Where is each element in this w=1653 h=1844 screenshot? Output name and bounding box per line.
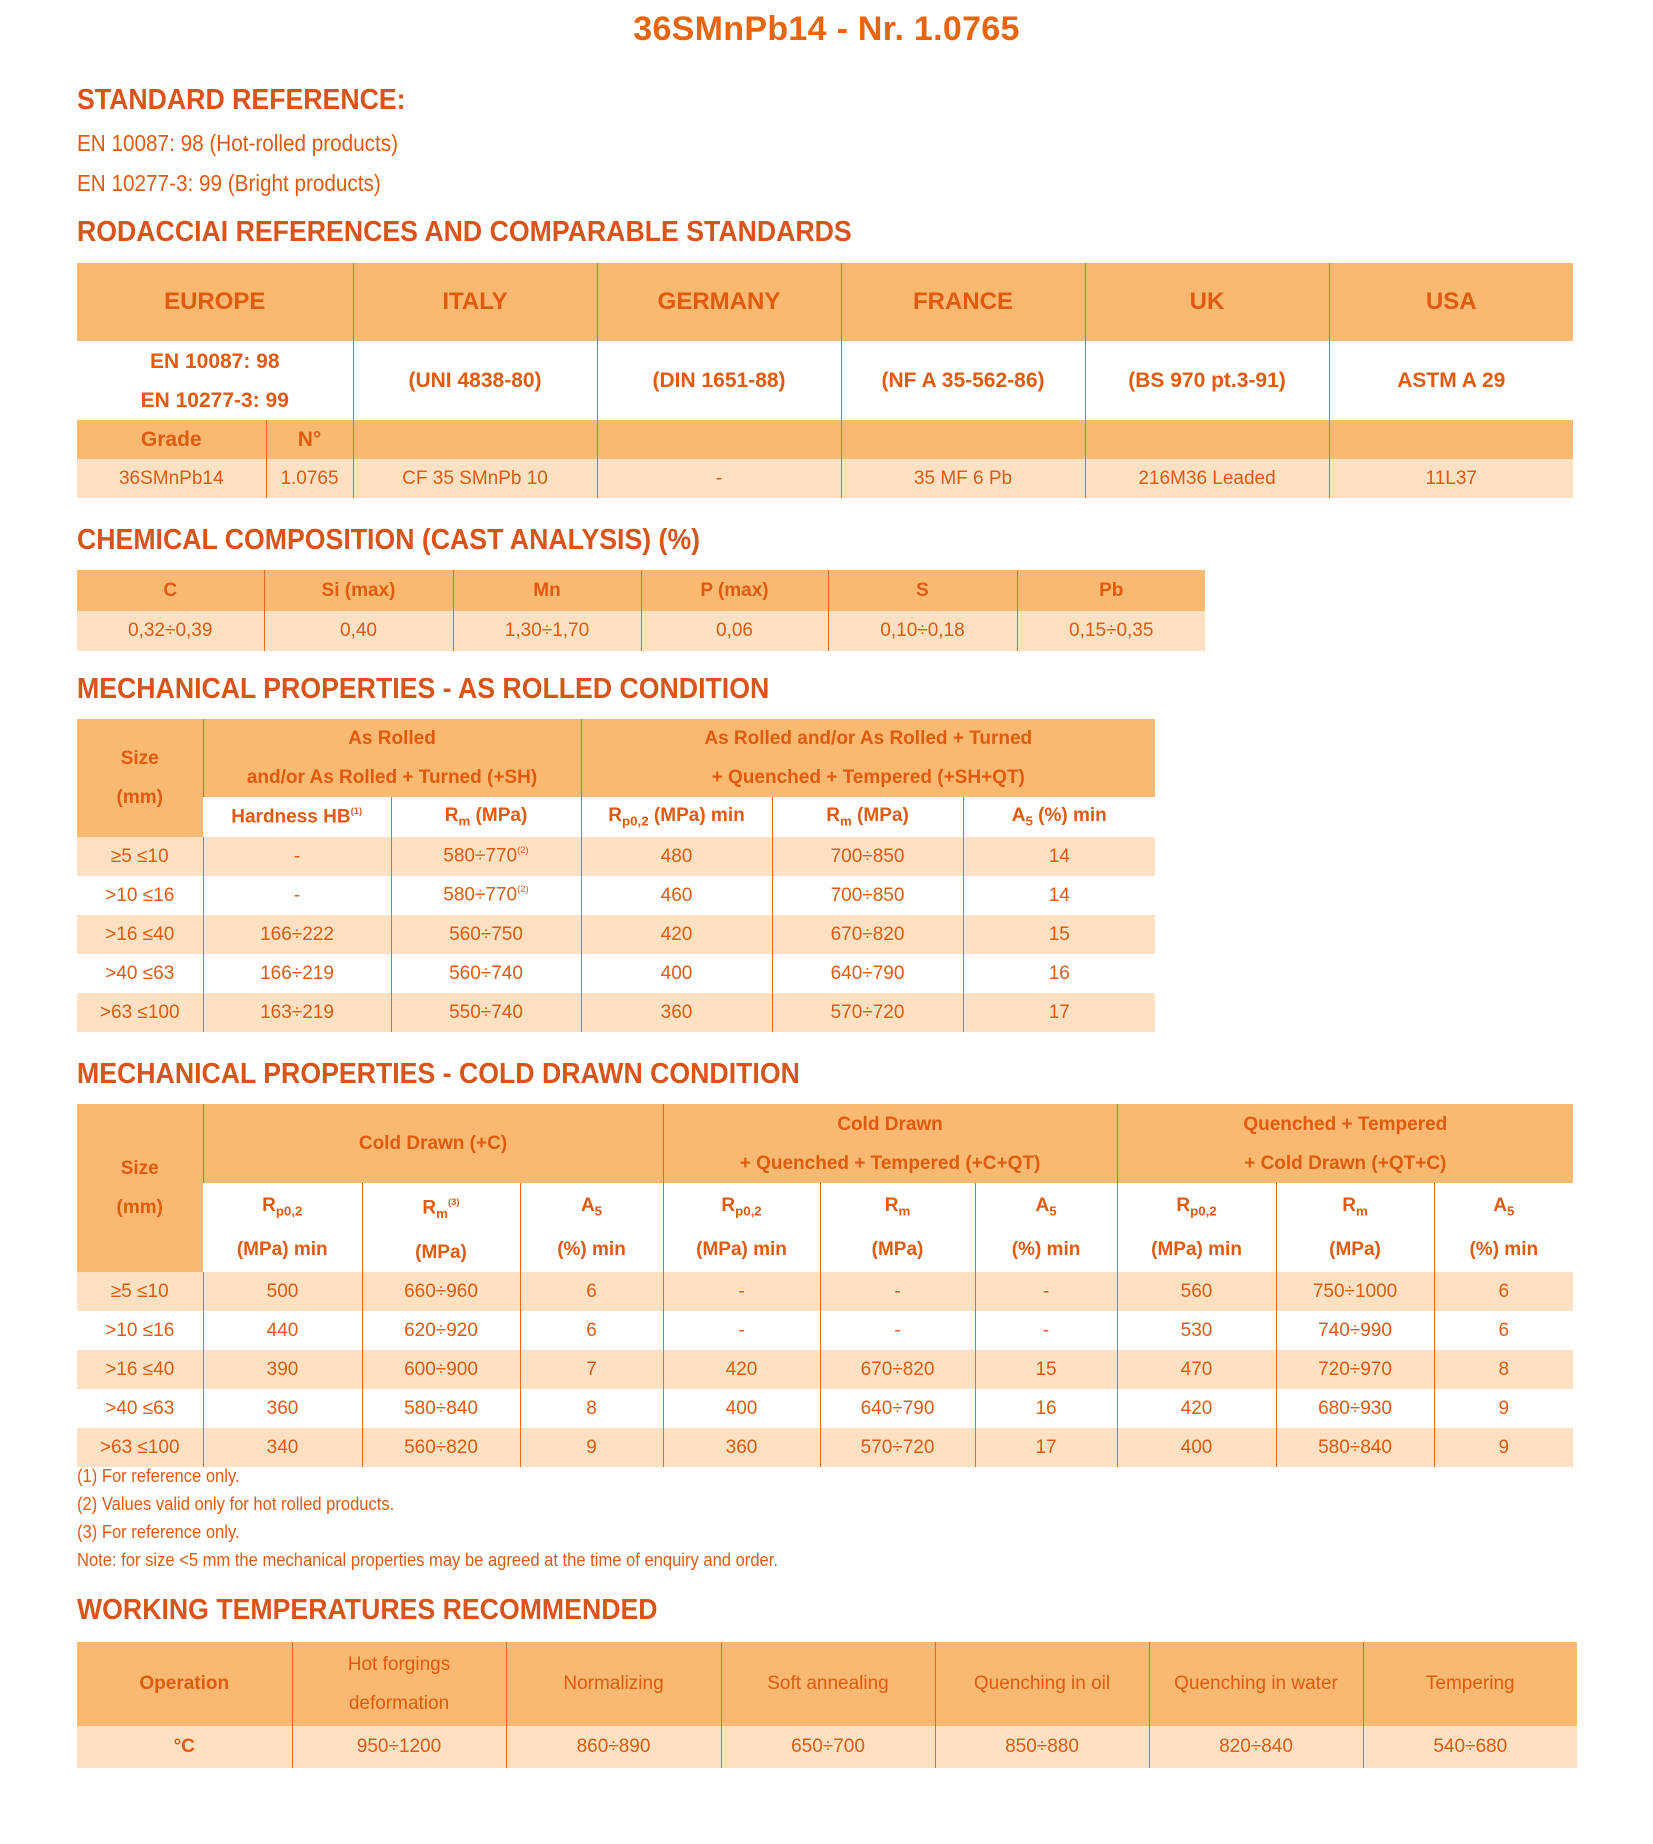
element-pb: Pb: [1017, 570, 1205, 611]
label: (MPa): [851, 805, 909, 827]
group-line: + Quenched + Tempered (+C+QT): [739, 1152, 1041, 1174]
hardness-header: [203, 797, 391, 837]
chemical-header-row: [77, 570, 1205, 611]
cqt-a5-cell: 17: [975, 1428, 1117, 1467]
subscript: 5: [594, 1203, 603, 1219]
footnote-2: (2) Values valid only for hot rolled products.: [77, 1494, 395, 1514]
chemical-table: [77, 570, 1205, 651]
group-line: Cold Drawn: [837, 1113, 943, 1135]
c-a5-cell: 9: [520, 1428, 663, 1467]
standard-italy: (UNI 4838-80): [353, 341, 597, 420]
label: A: [1011, 805, 1026, 827]
label: (MPa) min: [648, 805, 745, 827]
qtc-rp02-cell: 560: [1117, 1272, 1276, 1311]
hardness-cell: -: [203, 876, 391, 915]
grade-value: 36SMnPb14: [118, 467, 224, 489]
group-line: As Rolled: [348, 728, 436, 749]
rp02-cell: 420: [581, 915, 772, 954]
rp02-cell: 360: [581, 993, 772, 1032]
qtc-a5-header: [1434, 1183, 1573, 1272]
temp-soft-annealing: 650÷700: [721, 1726, 935, 1768]
cqt-rp02-cell: 360: [663, 1428, 820, 1467]
cqt-a5-cell: -: [975, 1311, 1117, 1350]
subscript: m: [436, 1206, 448, 1222]
equivalent-france: 35 MF 6 Pb: [841, 459, 1085, 498]
references-table: [77, 263, 1573, 498]
hardness-cell: 163÷219: [203, 993, 391, 1032]
size-label: Size: [120, 748, 159, 769]
operation-line: deformation: [348, 1693, 450, 1714]
qtc-rm-cell: 740÷990: [1276, 1311, 1434, 1350]
a5-cell: 16: [963, 954, 1155, 993]
a5-cell: 14: [963, 837, 1155, 876]
cqt-rm-header: [820, 1183, 975, 1272]
label: R: [1342, 1194, 1356, 1216]
subscript: p0,2: [275, 1203, 303, 1219]
country-uk: UK: [1085, 263, 1329, 341]
c-a5-cell: 6: [520, 1272, 663, 1311]
temp-tempering: 540÷680: [1363, 1726, 1577, 1768]
size-cell: >10 ≤16: [105, 1319, 175, 1341]
operation-normalizing: Normalizing: [506, 1642, 721, 1726]
operation-tempering: Tempering: [1363, 1642, 1577, 1726]
rm-qt-cell: 670÷820: [772, 915, 963, 954]
standard-reference-heading: STANDARD REFERENCE:: [77, 84, 406, 116]
group-line: + Cold Drawn (+QT+C): [1244, 1152, 1447, 1174]
subscript: 5: [1025, 813, 1033, 829]
size-cell: >40 ≤63: [105, 1397, 175, 1419]
europe-standards: [77, 341, 353, 420]
rp02-header: [581, 797, 772, 837]
number-label: N°: [266, 420, 353, 459]
equivalent-uk: 216M36 Leaded: [1085, 459, 1329, 498]
country-italy: ITALY: [353, 263, 597, 341]
table-row: [77, 1350, 1573, 1389]
c-rm-cell: 600÷900: [362, 1350, 520, 1389]
value-mn: 1,30÷1,70: [453, 611, 641, 651]
label: Hardness HB: [231, 806, 351, 828]
value-pb: 0,15÷0,35: [1017, 611, 1205, 651]
cold-drawn-table: [77, 1104, 1573, 1467]
table-row: [77, 876, 1155, 915]
qtc-a5-cell: 9: [1434, 1389, 1573, 1428]
operation-quenching-oil: Quenching in oil: [935, 1642, 1149, 1726]
table-row: [77, 915, 1155, 954]
subscript: 5: [1049, 1203, 1057, 1219]
cold-drawn-heading: MECHANICAL PROPERTIES - COLD DRAWN CONDITION: [77, 1058, 800, 1090]
group-line: and/or As Rolled + Turned (+SH): [246, 767, 538, 788]
subscript: p0,2: [735, 1203, 762, 1219]
as-rolled-group: [203, 719, 581, 797]
table-row: [77, 954, 1155, 993]
label: A: [580, 1194, 595, 1216]
europe-standard: EN 10277-3: 99: [140, 388, 289, 412]
unit: (%) min: [557, 1239, 626, 1261]
value-p: 0,06: [641, 611, 828, 651]
group-line: As Rolled and/or As Rolled + Turned: [704, 728, 1033, 749]
size-cell: >10 ≤16: [105, 884, 175, 906]
a5-cell: 14: [963, 876, 1155, 915]
rm-qt-header: [772, 797, 963, 837]
c-rm-cell: 660÷960: [362, 1272, 520, 1311]
as-rolled-group-header: [77, 719, 1155, 797]
cqt-a5-cell: -: [975, 1272, 1117, 1311]
country-usa: USA: [1329, 263, 1573, 341]
subscript: 5: [1506, 1203, 1515, 1219]
cqt-rp02-cell: -: [663, 1311, 820, 1350]
cqt-rp02-header: [663, 1183, 820, 1272]
element-mn: Mn: [453, 570, 641, 611]
value-s: 0,10÷0,18: [828, 611, 1017, 651]
size-header: [77, 719, 203, 837]
rm-qt-cell: 700÷850: [772, 837, 963, 876]
qt-cold-drawn-group: [1117, 1104, 1573, 1183]
label: R: [422, 1197, 437, 1219]
grade-header-row: [77, 420, 1573, 459]
standard-france: (NF A 35-562-86): [841, 341, 1085, 420]
footnote-3: (3) For reference only.: [77, 1522, 240, 1542]
rp02-cell: 480: [581, 837, 772, 876]
empty-cell: [597, 420, 841, 459]
footnote-note: Note: for size <5 mm the mechanical properties may be agreed at the time of enquiry and order.: [77, 1550, 778, 1570]
table-row: [77, 993, 1155, 1032]
rm-header: [391, 797, 581, 837]
country-france: FRANCE: [841, 263, 1085, 341]
empty-cell: [1329, 420, 1573, 459]
number-value: 1.0765: [266, 459, 353, 498]
unit: (MPa): [415, 1242, 467, 1264]
size-cell: ≥5 ≤10: [110, 845, 169, 867]
qtc-rp02-header: [1117, 1183, 1276, 1272]
rm-cell: 550÷740: [391, 993, 581, 1032]
a5-cell: 17: [963, 993, 1155, 1032]
unit: (MPa) min: [1151, 1239, 1242, 1261]
empty-cell: [1085, 420, 1329, 459]
operations-header-row: [77, 1642, 1577, 1726]
table-row: [77, 1428, 1573, 1467]
rp02-cell: 400: [581, 954, 772, 993]
size-cell: ≥5 ≤10: [110, 1280, 169, 1302]
cold-drawn-group: Cold Drawn (+C): [203, 1104, 663, 1183]
operation-hot-forging: [292, 1642, 506, 1726]
standard-usa: ASTM A 29: [1329, 341, 1573, 420]
chemical-values-row: [77, 611, 1205, 651]
value-c: 0,32÷0,39: [128, 620, 213, 641]
standard-uk: (BS 970 pt.3-91): [1085, 341, 1329, 420]
cqt-a5-cell: 15: [975, 1350, 1117, 1389]
qtc-rp02-cell: 400: [1117, 1428, 1276, 1467]
cqt-a5-header: [975, 1183, 1117, 1272]
element-si: Si (max): [264, 570, 453, 611]
cqt-rm-cell: -: [820, 1272, 975, 1311]
size-cell: >16 ≤40: [105, 923, 175, 945]
country-germany: GERMANY: [597, 263, 841, 341]
c-rm-cell: 560÷820: [362, 1428, 520, 1467]
temp-normalizing: 860÷890: [506, 1726, 721, 1768]
chemical-heading: CHEMICAL COMPOSITION (CAST ANALYSIS) (%): [77, 524, 701, 556]
page-title: 36SMnPb14 - Nr. 1.0765: [633, 10, 1020, 48]
value: 580÷770: [443, 845, 518, 867]
qtc-rp02-cell: 530: [1117, 1311, 1276, 1350]
unit: (MPa): [871, 1239, 924, 1261]
temperatures-row: [77, 1726, 1577, 1768]
unit: (MPa): [1329, 1239, 1381, 1261]
qtc-a5-cell: 6: [1434, 1311, 1573, 1350]
qtc-rm-cell: 580÷840: [1276, 1428, 1434, 1467]
equivalent-italy: CF 35 SMnPb 10: [353, 459, 597, 498]
equivalent-usa: 11L37: [1329, 459, 1573, 498]
table-row: [77, 1389, 1573, 1428]
equivalent-germany: -: [597, 459, 841, 498]
footnote-1: (1) For reference only.: [77, 1466, 240, 1486]
operation-label: Operation: [77, 1642, 292, 1726]
cqt-rm-cell: 640÷790: [820, 1389, 975, 1428]
subscript: p0,2: [1190, 1203, 1217, 1219]
subscript: m: [898, 1203, 911, 1219]
as-rolled-table: [77, 719, 1155, 1032]
table-row: [77, 1311, 1573, 1350]
c-rp02-cell: 500: [203, 1272, 362, 1311]
group-line: Quenched + Tempered: [1243, 1113, 1448, 1135]
qtc-a5-cell: 9: [1434, 1428, 1573, 1467]
empty-cell: [841, 420, 1085, 459]
empty-cell: [353, 420, 597, 459]
footnote-mark: (3): [447, 1197, 460, 1208]
qtc-rm-header: [1276, 1183, 1434, 1272]
size-unit: (mm): [116, 787, 163, 808]
group-line: + Quenched + Tempered (+SH+QT): [711, 767, 1025, 788]
unit: (MPa) min: [696, 1239, 787, 1261]
c-rp02-cell: 340: [203, 1428, 362, 1467]
table-row: [77, 837, 1155, 876]
subscript: m: [1355, 1203, 1368, 1219]
qtc-rp02-cell: 470: [1117, 1350, 1276, 1389]
temp-hot-forging: 950÷1200: [292, 1726, 506, 1768]
value-si: 0,40: [264, 611, 453, 651]
subscript: m: [458, 813, 471, 829]
a5-cell: 15: [963, 915, 1155, 954]
footnote-mark: (2): [517, 845, 529, 857]
unit: (MPa) min: [236, 1239, 328, 1261]
temp-quenching-oil: 850÷880: [935, 1726, 1149, 1768]
qtc-rm-cell: 680÷930: [1276, 1389, 1434, 1428]
grade-label: Grade: [77, 420, 266, 459]
c-a5-cell: 7: [520, 1350, 663, 1389]
size-cell: >40 ≤63: [105, 962, 175, 984]
qtc-rp02-cell: 420: [1117, 1389, 1276, 1428]
cold-drawn-sub-header: [77, 1183, 1573, 1272]
subscript: m: [839, 813, 852, 829]
size-label: Size: [120, 1158, 159, 1180]
c-rp02-cell: 390: [203, 1350, 362, 1389]
standards-row: [77, 341, 1573, 420]
element-s: S: [828, 570, 1017, 611]
cqt-rm-cell: 670÷820: [820, 1350, 975, 1389]
c-rm-cell: 620÷920: [362, 1311, 520, 1350]
table-row: [77, 1272, 1573, 1311]
value: 580÷770: [443, 884, 518, 906]
hardness-cell: 166÷222: [203, 915, 391, 954]
operation-quenching-water: Quenching in water: [1149, 1642, 1363, 1726]
size-cell: >63 ≤100: [99, 1001, 180, 1023]
c-rm-cell: 580÷840: [362, 1389, 520, 1428]
element-c: C: [77, 570, 264, 611]
standard-germany: (DIN 1651-88): [597, 341, 841, 420]
grade-row: [77, 459, 1573, 498]
standard-reference-line: EN 10277-3: 99 (Bright products): [77, 170, 381, 196]
standard-reference-line: EN 10087: 98 (Hot-rolled products): [77, 130, 399, 156]
qtc-rm-cell: 720÷970: [1276, 1350, 1434, 1389]
size-cell: >63 ≤100: [99, 1436, 180, 1458]
cold-drawn-group-header: [77, 1104, 1573, 1183]
country-header-row: [77, 263, 1573, 341]
working-temperatures-table: [77, 1642, 1577, 1768]
footnote-mark: (2): [517, 884, 529, 896]
rm-qt-cell: 570÷720: [772, 993, 963, 1032]
unit-label: °C: [173, 1736, 195, 1757]
c-rp02-header: [203, 1183, 362, 1272]
europe-standard: EN 10087: 98: [149, 349, 280, 373]
cqt-rp02-cell: 420: [663, 1350, 820, 1389]
label: R: [262, 1194, 276, 1216]
a5-header: [963, 797, 1155, 837]
cqt-rm-cell: -: [820, 1311, 975, 1350]
label: R: [1176, 1194, 1191, 1216]
rm-qt-cell: 700÷850: [772, 876, 963, 915]
rm-qt-cell: 640÷790: [772, 954, 963, 993]
footnote-mark: (1): [350, 805, 363, 817]
label: R: [884, 1194, 899, 1216]
operation-soft-annealing: Soft annealing: [721, 1642, 935, 1726]
c-a5-cell: 8: [520, 1389, 663, 1428]
hardness-cell: -: [203, 837, 391, 876]
cqt-a5-cell: 16: [975, 1389, 1117, 1428]
unit: (%) min: [1469, 1239, 1539, 1261]
rm-cell: 560÷740: [391, 954, 581, 993]
element-p: P (max): [641, 570, 828, 611]
label: R: [826, 805, 840, 827]
rm-cell: 560÷750: [391, 915, 581, 954]
as-rolled-sub-header: [77, 797, 1155, 837]
references-heading: RODACCIAI REFERENCES AND COMPARABLE STANDARDS: [77, 216, 852, 248]
cold-drawn-qt-group: [663, 1104, 1117, 1183]
label: R: [444, 805, 459, 827]
qtc-a5-cell: 8: [1434, 1350, 1573, 1389]
label: A: [1035, 1194, 1050, 1216]
subscript: p0,2: [622, 813, 649, 829]
label: (%) min: [1032, 805, 1107, 827]
size-header: [77, 1104, 203, 1272]
cqt-rp02-cell: 400: [663, 1389, 820, 1428]
size-unit: (mm): [116, 1197, 163, 1219]
temp-quenching-water: 820÷840: [1149, 1726, 1363, 1768]
country-europe: EUROPE: [77, 263, 353, 341]
c-a5-cell: 6: [520, 1311, 663, 1350]
rp02-cell: 460: [581, 876, 772, 915]
c-rp02-cell: 440: [203, 1311, 362, 1350]
cqt-rm-cell: 570÷720: [820, 1428, 975, 1467]
operation-line: Hot forgings: [347, 1654, 451, 1675]
label: A: [1493, 1194, 1507, 1216]
c-rm-header: [362, 1183, 520, 1272]
unit: (%) min: [1011, 1239, 1081, 1261]
label: (MPa): [470, 805, 528, 827]
as-rolled-heading: MECHANICAL PROPERTIES - AS ROLLED CONDITION: [77, 673, 770, 705]
label: R: [721, 1194, 736, 1216]
hardness-cell: 166÷219: [203, 954, 391, 993]
c-rp02-cell: 360: [203, 1389, 362, 1428]
working-temperatures-heading: WORKING TEMPERATURES RECOMMENDED: [77, 1594, 658, 1626]
label: R: [608, 805, 623, 827]
rm-cell: [391, 876, 581, 915]
as-rolled-qt-group: [581, 719, 1155, 797]
size-cell: >16 ≤40: [105, 1358, 175, 1380]
qtc-rm-cell: 750÷1000: [1276, 1272, 1434, 1311]
qtc-a5-cell: 6: [1434, 1272, 1573, 1311]
c-a5-header: [520, 1183, 663, 1272]
rm-cell: [391, 837, 581, 876]
cqt-rp02-cell: -: [663, 1272, 820, 1311]
